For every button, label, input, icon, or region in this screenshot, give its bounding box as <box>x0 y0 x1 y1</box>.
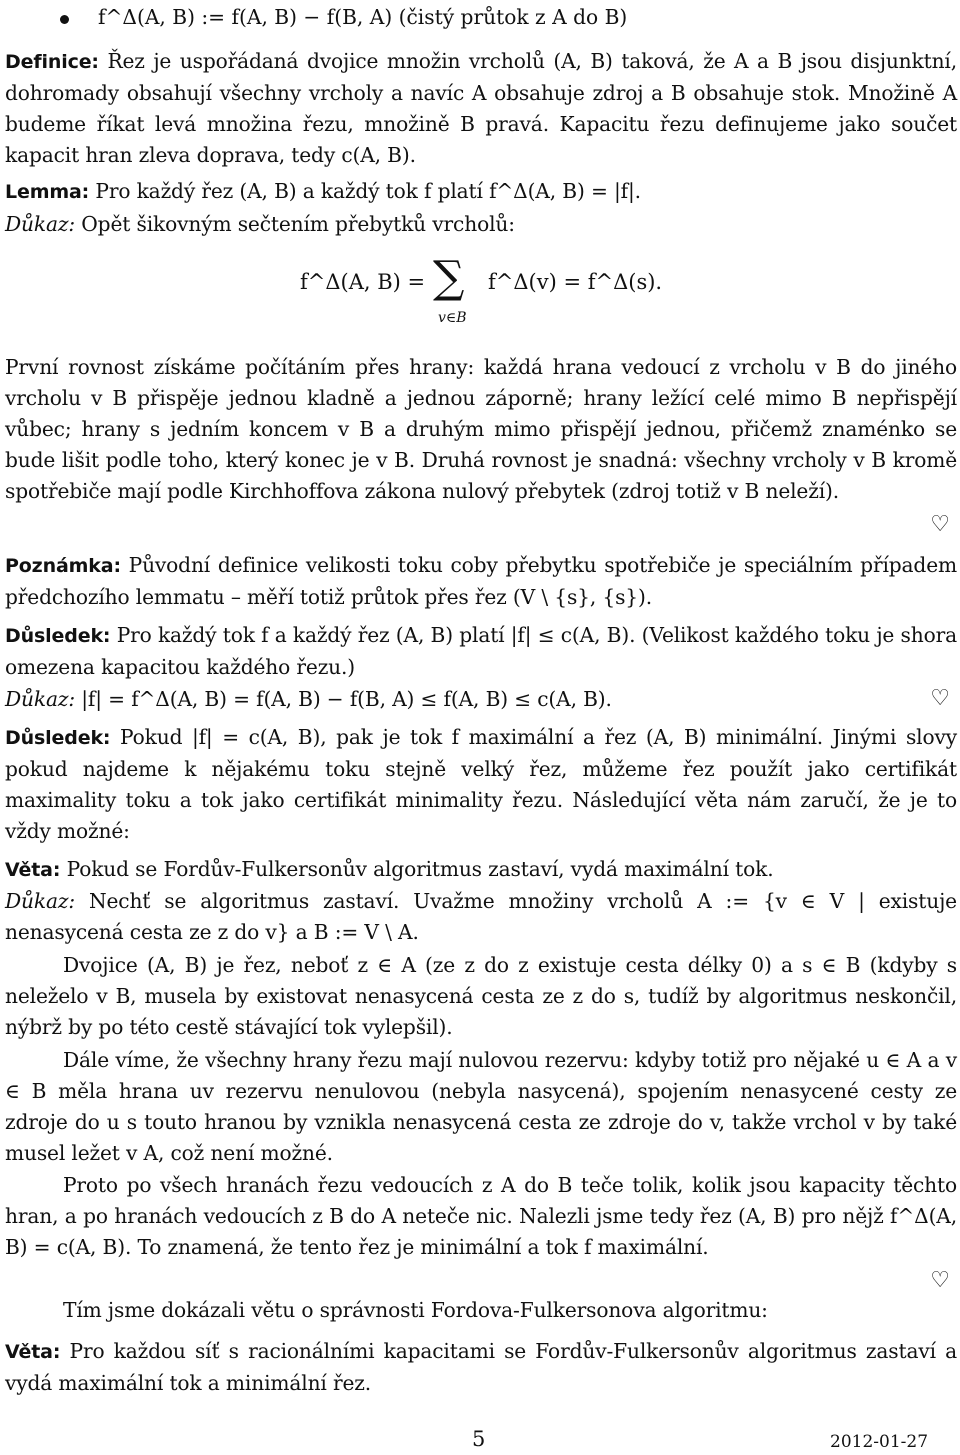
corollary-label-1: Důsledek: <box>5 625 111 647</box>
paragraph-3 <box>5 1045 957 1169</box>
proof-block-1 <box>5 209 957 240</box>
corollary-block-2 <box>5 722 957 847</box>
sum-symbol: ∑ <box>433 252 465 303</box>
paragraph-2 <box>5 950 957 1043</box>
definition-block <box>5 46 957 171</box>
theorem-block-2 <box>5 1336 957 1399</box>
paragraph-5 <box>5 1295 957 1326</box>
proof-text-3: Nechť se algoritmus zastaví. Uvažme množiny vrcholů A := {v ∈ V | existuje nenasycená cesta ze z do v} a B := V \ A. <box>5 889 957 944</box>
note-block <box>5 550 957 613</box>
corollary-text-1: Pro každý tok f a každý řez (A, B) platí |f| ≤ c(A, B). (Velikost každého toku je shora omezena kapacitou každého řezu.) <box>5 623 957 679</box>
qed-icon: ♡ <box>930 1268 950 1293</box>
theorem-block-1 <box>5 854 957 886</box>
note-text: Původní definice velikosti toku coby přebytku spotřebiče je speciálním případem předchozího lemmatu – měří totiž průtok přes řez (V \ {s}, {s}). <box>5 553 957 609</box>
equation-lhs: f^Δ(A, B) = <box>300 270 426 294</box>
bullet-dot-icon <box>60 15 69 24</box>
theorem-text-2: Pro každou síť s racionálními kapacitami se Fordův-Fulkersonův algoritmus zastaví a vydá maximální tok a minimální řez. <box>5 1339 957 1395</box>
corollary-label-2: Důsledek: <box>5 727 111 749</box>
page-number: 5 <box>472 1427 486 1451</box>
display-equation <box>300 252 700 338</box>
paragraph-4 <box>5 1170 957 1263</box>
paragraph-5-text: Tím jsme dokázali větu o správnosti Fordova-Fulkersonova algoritmu: <box>63 1298 768 1322</box>
proof-block-2 <box>5 684 957 715</box>
proof-label-3: Důkaz: <box>5 889 75 913</box>
qed-icon: ♡ <box>930 686 950 711</box>
paragraph-4-text: Proto po všech hranách řezu vedoucích z A do B teče tolik, kolik jsou kapacity těchto hran, a po hranách vedoucích z B do A neteče nic. Nalezli jsme tedy řez (A, B) pro nějž f^Δ(A, B) = c(A, B). To znamená, že tento řez je minimální a tok f maximální. <box>5 1173 957 1259</box>
definition-label: Definice: <box>5 51 99 73</box>
theorem-label-1: Věta: <box>5 859 61 881</box>
paragraph-2-text: Dvojice (A, B) je řez, neboť z ∈ A (ze z do z existuje cesta délky 0) a s ∈ B (kdyby s neleželo v B, musela by existovat nenasycená cesta ze z do s, tudíž by algoritmus neskončil, nýbrž by po této cestě stávající tok vylepšil). <box>5 953 957 1039</box>
lemma-text: Pro každý řez (A, B) a každý tok f platí f^Δ(A, B) = |f|. <box>95 179 641 203</box>
footer-date: 2012-01-27 <box>830 1432 929 1452</box>
proof-block-3 <box>5 886 957 948</box>
equation-rhs: f^Δ(v) = f^Δ(s). <box>488 270 663 294</box>
proof-label-2: Důkaz: <box>5 687 75 711</box>
sum-subscript: v∈B <box>438 310 467 326</box>
paragraph-3-text: Dále víme, že všechny hrany řezu mají nulovou rezervu: kdyby totiž pro nějaké u ∈ A a v ∈ B měla hrana uv rezervu nenulovou (nebyla nasycená), spojením nenasycené cesty ze zdroje do u s touto hranou by vznikla nenasycená cesta ze zdroje do v, takže vrchol v by také musel ležet v A, což není možné. <box>5 1048 957 1165</box>
theorem-text-1: Pokud se Fordův-Fulkersonův algoritmus zastaví, vydá maximální tok. <box>66 857 774 881</box>
bullet-text: f^Δ(A, B) := f(A, B) − f(B, A) (čistý průtok z A do B) <box>98 5 628 29</box>
lemma-label: Lemma: <box>5 181 90 203</box>
proof-text-1: Opět šikovným sečtením přebytků vrcholů: <box>81 212 515 236</box>
proof-label-1: Důkaz: <box>5 212 75 236</box>
paragraph-1-text: První rovnost získáme počítáním přes hrany: každá hrana vedoucí z vrcholu v B do jiného vrcholu v B přispěje jednou kladně a jednou záporně; hrany ležící celé mimo B nepřispějí vůbec; hrany s jedním koncem v B a druhým mimo přispějí jednou, přičemž znaménko se bude lišit podle toho, který konec je v B. Druhá rovnost je snadná: všechny vrcholy v B kromě spotřebiče mají podle Kirchhoffova zákona nulový přebytek (zdroj totiž v B neleží). <box>5 355 957 503</box>
qed-icon: ♡ <box>930 512 950 537</box>
definition-text: Řez je uspořádaná dvojice množin vrcholů (A, B) taková, že A a B jsou disjunktní, dohromady obsahují všechny vrcholy a navíc A obsahuje zdroj a B obsahuje stok. Množině A budeme říkat levá množina řezu, množině B pravá. Kapacitu řezu definujeme jako součet kapacit hran zleva doprava, tedy c(A, B). <box>5 49 957 167</box>
theorem-label-2: Věta: <box>5 1341 61 1363</box>
paragraph-1 <box>5 352 957 507</box>
proof-text-2: |f| = f^Δ(A, B) = f(A, B) − f(B, A) ≤ f(A, B) ≤ c(A, B). <box>81 687 612 711</box>
lemma-block <box>5 176 957 208</box>
corollary-text-2: Pokud |f| = c(A, B), pak je tok f maximální a řez (A, B) minimální. Jinými slovy pokud najdeme k nějakému toku stejně velký řez, můžeme řez použít jako certifikát maximality toku a tok jako certifikát minimality řezu. Následující věta nám zaručí, že je to vždy možné: <box>5 725 957 843</box>
note-label: Poznámka: <box>5 555 121 577</box>
corollary-block-1 <box>5 620 957 683</box>
